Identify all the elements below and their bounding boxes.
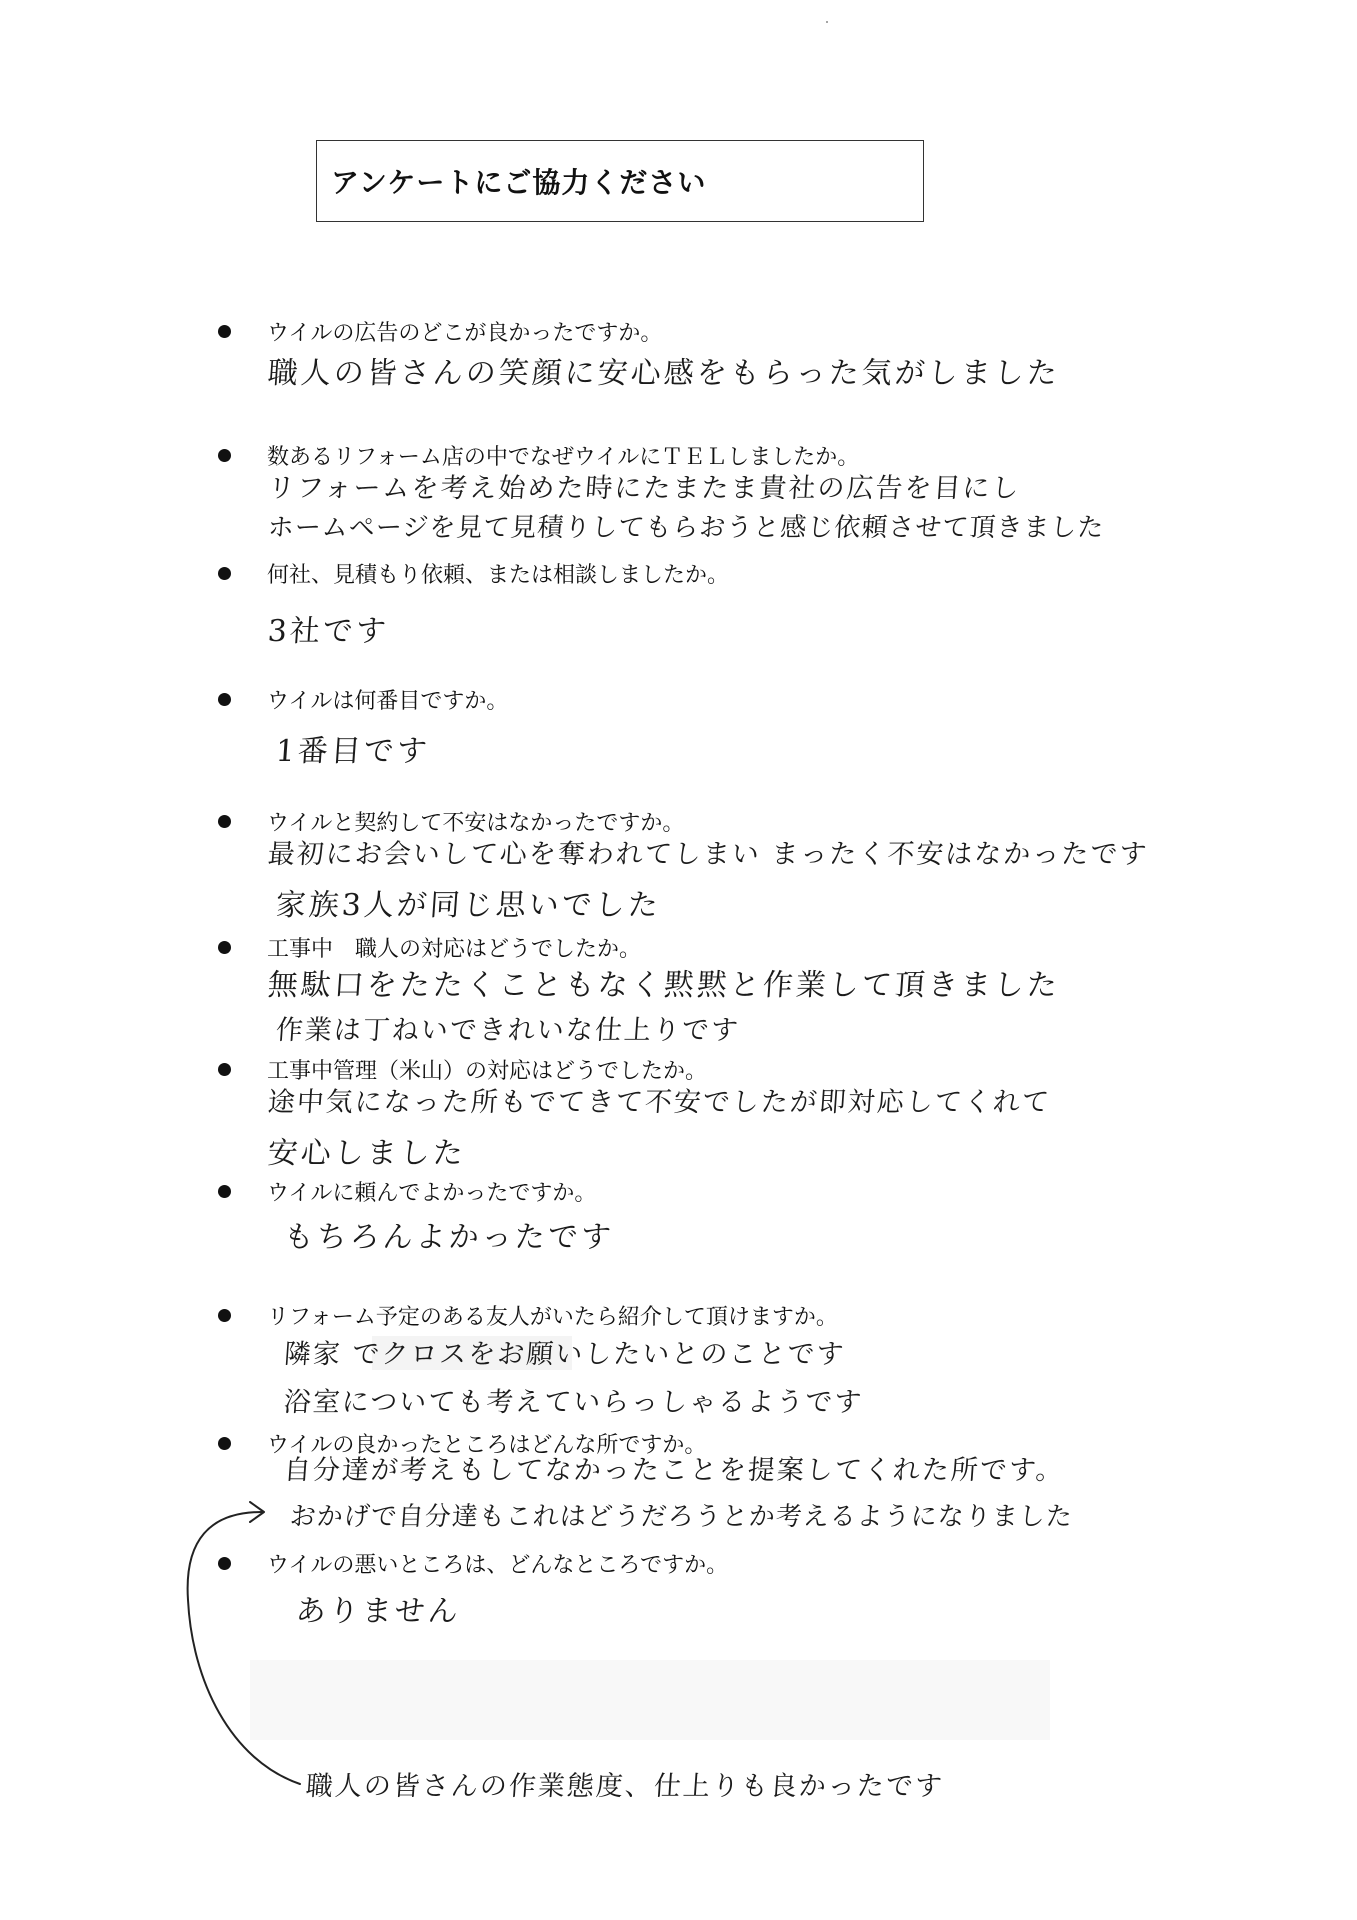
bullet-icon [218, 1063, 231, 1076]
answer-9-line-1: 隣家 でクロスをお願いしたいとのことです [282, 1339, 847, 1370]
footnote-text: 職人の皆さんの作業態度、仕上りも良かったです [304, 1771, 945, 1802]
survey-title-box [316, 140, 924, 222]
answer-10-line-2: おかげで自分達もこれはどうだろうとか考えるようになりました [288, 1502, 1074, 1532]
answer-2-line-1: リフォームを考え始めた時にたまたま貴社の広告を目にし [266, 473, 1022, 504]
answer-5-line-1: 最初にお会いして心を奪われてしまい まったく不安はなかったです [266, 839, 1150, 870]
question-text: ウイルの悪いところは、どんなところですか。 [267, 1553, 729, 1578]
question-text: 数あるリフォーム店の中でなぜウイルにＴＥＬしましたか。 [267, 445, 860, 470]
bullet-icon [218, 815, 231, 828]
question-text: 工事中管理（米山）の対応はどうでしたか。 [267, 1059, 708, 1084]
answer-4-line-1: 1番目です [274, 734, 432, 769]
answer-2-line-2: ホームページを見て見積りしてもらおうと感じ依頼させて頂きました [266, 513, 1106, 543]
answer-7-line-2: 安心しました [266, 1136, 467, 1171]
question-text: ウイルの良かったところはどんな所ですか。 [267, 1433, 707, 1458]
answer-5-line-2: 家族3人が同じ思いでした [274, 888, 663, 923]
answer-1-line-1: 職人の皆さんの笑顔に安心感をもらった気がしました [266, 356, 1061, 391]
question-11 [218, 1548, 728, 1579]
survey-title: アンケートにご協力ください [331, 166, 707, 199]
bullet-icon [218, 449, 231, 462]
question-text: 工事中 職人の対応はどうでしたか。 [267, 937, 642, 962]
scan-speck [826, 21, 828, 23]
question-text: 何社、見積もり依頼、または相談しましたか。 [267, 563, 730, 588]
answer-6-line-2: 作業は丁ねいできれいな仕上りです [274, 1015, 741, 1046]
bullet-icon [218, 941, 231, 954]
bullet-icon [218, 567, 231, 580]
question-9 [218, 1300, 838, 1331]
answer-11-line-1: ありません [294, 1594, 462, 1629]
question-8 [218, 1176, 596, 1207]
bullet-icon [218, 1309, 231, 1322]
question-4 [218, 684, 508, 715]
answer-8-line-1: もちろんよかったです [282, 1220, 615, 1255]
question-1 [218, 316, 662, 347]
question-text: ウイルと契約して不安はなかったですか。 [267, 811, 685, 836]
blank-area [250, 1660, 1050, 1740]
answer-7-line-1: 途中気になった所もでてきて不安でしたが即対応してくれて [266, 1087, 1052, 1118]
question-3 [218, 558, 729, 589]
question-text: リフォーム予定のある友人がいたら紹介して頂けますか。 [267, 1305, 838, 1330]
answer-9-line-2: 浴室についても考えていらっしゃるようです [282, 1387, 865, 1418]
answer-3-line-1: 3社です [266, 614, 391, 649]
question-6 [218, 932, 641, 963]
bullet-icon [218, 1557, 231, 1570]
question-text: ウイルの広告のどこが良かったですか。 [267, 321, 663, 346]
bullet-icon [218, 1437, 231, 1450]
answer-10-line-1: 自分達が考えもしてなかったことを提案してくれた所です。 [282, 1455, 1066, 1486]
question-text: ウイルに頼んでよかったですか。 [267, 1181, 597, 1206]
question-text: ウイルは何番目ですか。 [267, 689, 509, 714]
bullet-icon [218, 325, 231, 338]
bullet-icon [218, 693, 231, 706]
answer-6-line-1: 無駄口をたたくこともなく黙黙と作業して頂きました [266, 968, 1061, 1003]
bullet-icon [218, 1185, 231, 1198]
